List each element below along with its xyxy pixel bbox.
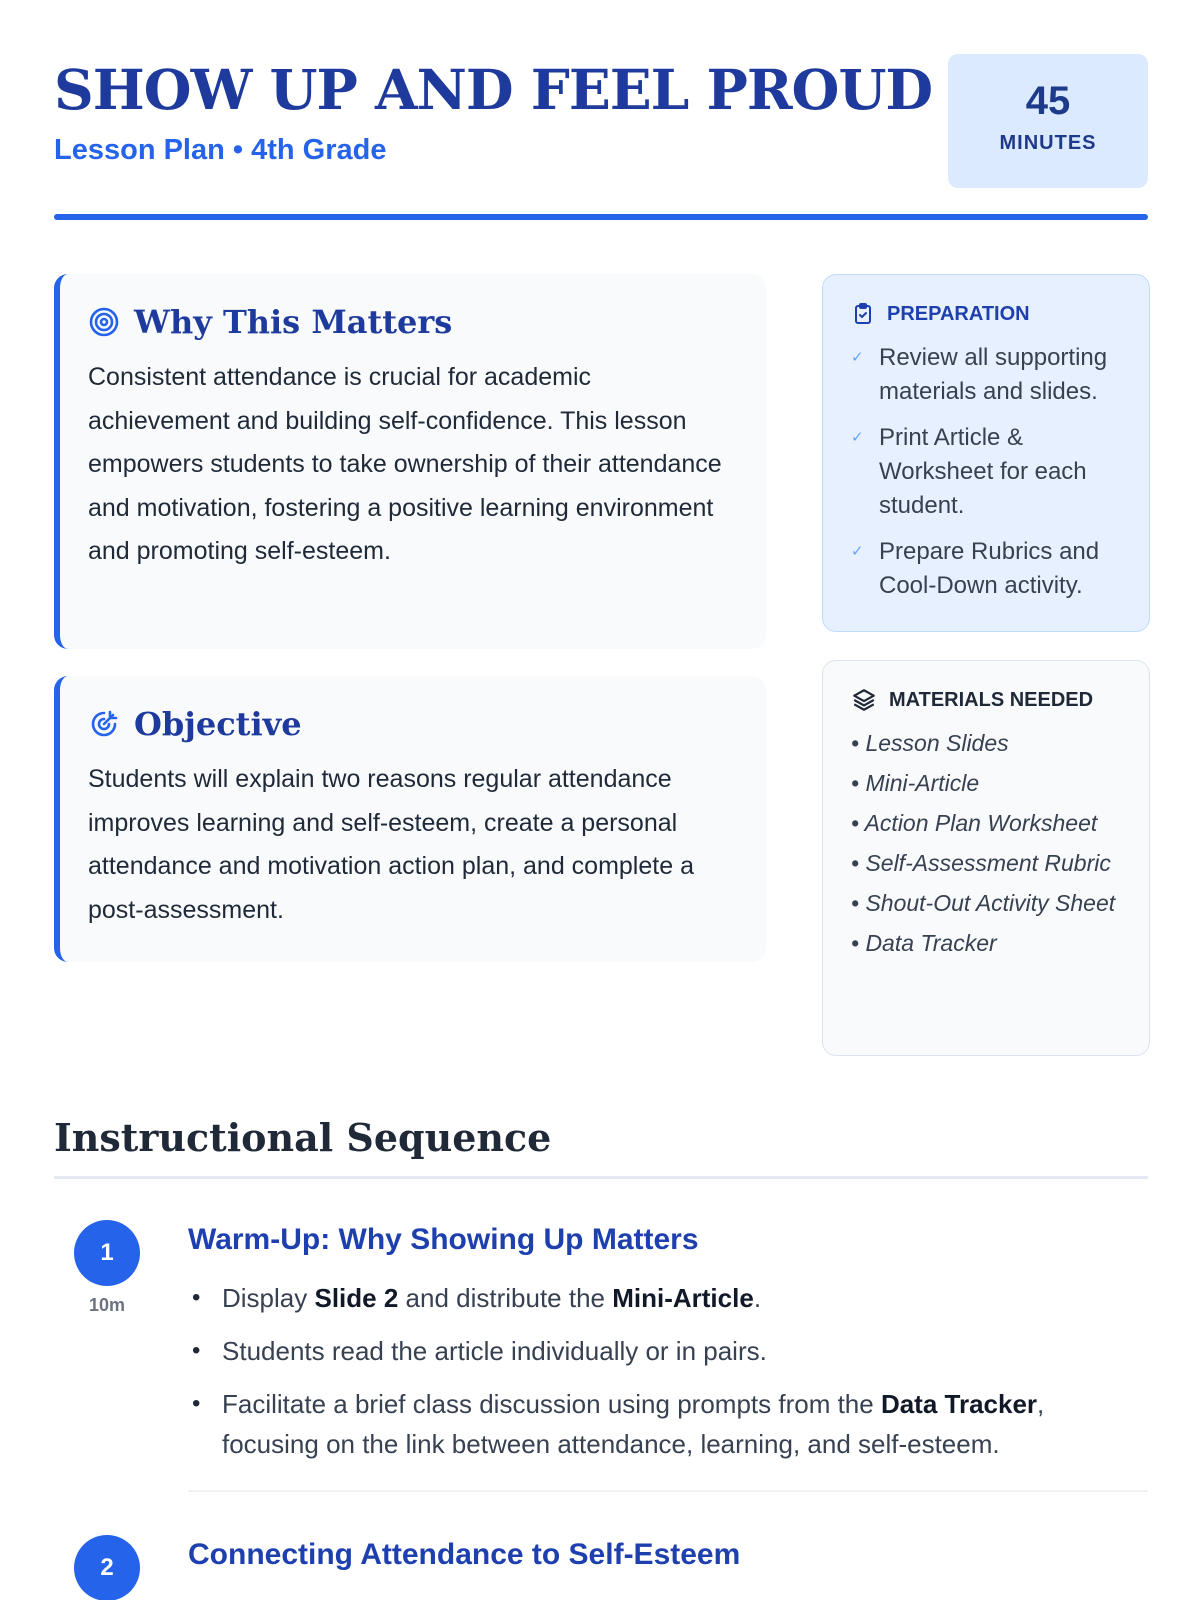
- step-bullet: [188, 1278, 1148, 1318]
- objective-card-title: [88, 704, 734, 744]
- lesson-title: SHOW UP AND FEEL PROUD: [54, 57, 933, 122]
- preparation-item: Print Article & Worksheet for each student.: [879, 424, 1087, 519]
- clipboard-check-icon: [851, 302, 875, 326]
- header-divider: [54, 214, 1148, 220]
- objective-title-text: Objective: [134, 705, 302, 743]
- check-icon: ✓: [851, 543, 864, 560]
- step-number-badge: 1: [74, 1220, 140, 1286]
- layers-icon: [851, 687, 877, 713]
- bullet-text: Students read the article individually or in pairs.: [222, 1336, 767, 1366]
- preparation-panel: [822, 274, 1150, 632]
- preparation-list: [851, 341, 1123, 603]
- bullet-text: , focusing on the link between attendance, learning, and self-esteem.: [222, 1389, 1045, 1459]
- goal-icon: [88, 708, 120, 740]
- bullet-text: Display: [222, 1283, 315, 1313]
- step-bullet: [188, 1384, 1148, 1464]
- target-icon: [88, 306, 120, 338]
- preparation-heading: [851, 301, 1123, 327]
- duration-unit: MINUTES: [999, 132, 1097, 154]
- bullet-text: Facilitate a brief class discussion using prompts from the: [222, 1389, 881, 1419]
- duration-badge: [948, 54, 1148, 188]
- step-title: Connecting Attendance to Self-Esteem: [188, 1538, 741, 1571]
- materials-title: MATERIALS NEEDED: [889, 689, 1094, 711]
- step-title: Warm-Up: Why Showing Up Matters: [188, 1223, 699, 1256]
- list-item: [851, 535, 1123, 603]
- preparation-item: Review all supporting materials and slides.: [879, 344, 1108, 405]
- list-item: [851, 341, 1123, 409]
- step-divider: [188, 1490, 1148, 1492]
- bullet-text: .: [753, 1283, 762, 1313]
- bold-reference: Data Tracker: [880, 1389, 1038, 1419]
- step-number-badge: 2: [74, 1535, 140, 1600]
- why-body: Consistent attendance is crucial for academic achievement and building self-confidence. This lesson empowers students to take ownership of their attendance and motivation, fostering a positive learning environment and promoting self-esteem.: [88, 363, 722, 565]
- list-item: • Lesson Slides: [851, 730, 1009, 756]
- objective-body: Students will explain two reasons regular attendance improves learning and self-esteem, create a personal attendance and motivation action plan, and complete a post-assessment.: [88, 765, 694, 924]
- why-card-title: [88, 302, 734, 342]
- step-bullet: [188, 1331, 1148, 1371]
- lesson-header: [54, 54, 1148, 224]
- objective-card: [54, 676, 766, 962]
- sequence-title: Instructional Sequence: [54, 1115, 552, 1160]
- sequence-divider: [54, 1176, 1148, 1179]
- bold-reference: Mini-Article: [612, 1283, 754, 1313]
- list-item: • Self-Assessment Rubric: [851, 850, 1111, 876]
- materials-heading: [851, 687, 1123, 713]
- preparation-title: PREPARATION: [887, 303, 1030, 325]
- materials-list: [851, 727, 1123, 960]
- lesson-subtitle: Lesson Plan • 4th Grade: [54, 134, 387, 166]
- check-icon: ✓: [851, 429, 864, 446]
- bold-reference: Slide 2: [314, 1283, 399, 1313]
- check-icon: ✓: [851, 349, 864, 366]
- step-duration: 10m: [88, 1295, 126, 1315]
- why-title-text: Why This Matters: [134, 303, 453, 341]
- list-item: • Data Tracker: [851, 930, 997, 956]
- list-item: • Action Plan Worksheet: [851, 810, 1098, 836]
- bullet-text: and distribute the: [398, 1283, 613, 1313]
- duration-value: 45: [1025, 79, 1071, 123]
- materials-panel: [822, 660, 1150, 1056]
- list-item: • Shout-Out Activity Sheet: [851, 890, 1116, 916]
- why-this-matters-card: [54, 274, 766, 649]
- list-item: • Mini-Article: [851, 770, 980, 796]
- preparation-item: Prepare Rubrics and Cool-Down activity.: [879, 538, 1100, 599]
- step-bullet-list: [188, 1278, 1148, 1477]
- list-item: [851, 421, 1123, 523]
